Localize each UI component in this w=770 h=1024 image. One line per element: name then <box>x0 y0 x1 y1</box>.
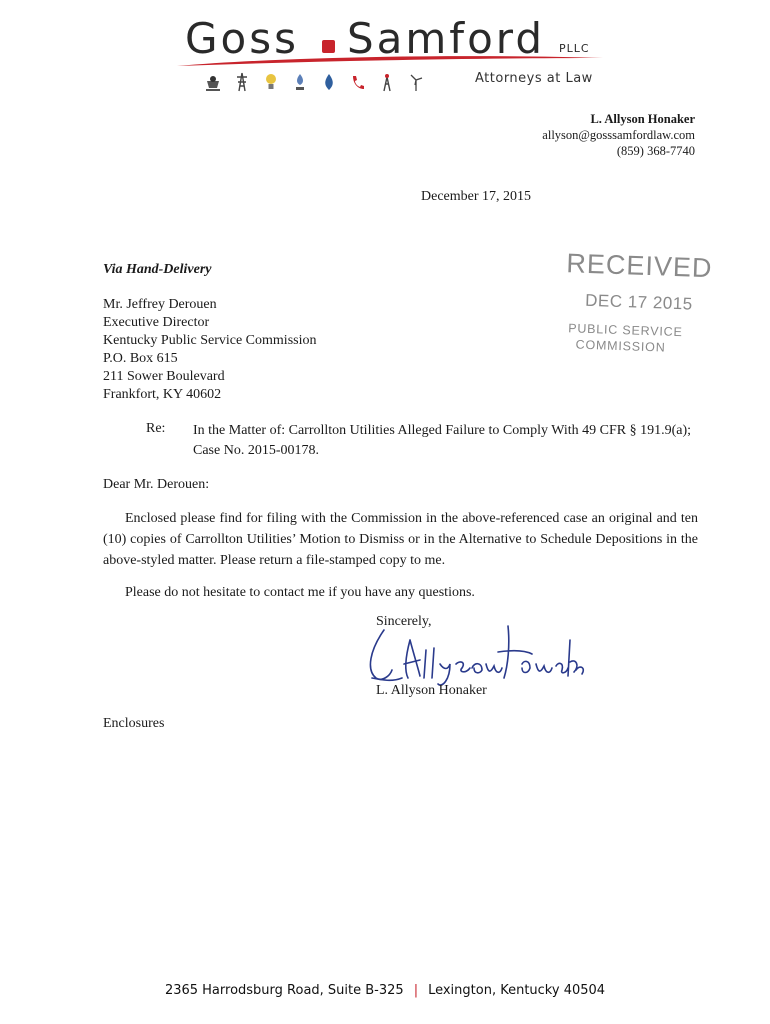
sender-name: L. Allyson Honaker <box>590 112 695 126</box>
recipient-line: 211 Sower Boulevard <box>103 369 225 384</box>
light-bulb-icon <box>263 72 279 92</box>
recipient-line: Executive Director <box>103 315 210 330</box>
sender-email: allyson@gosssamfordlaw.com <box>542 128 695 142</box>
subject-text: In the Matter of: Carrollton Utilities Alleged Failure to Comply With 49 CFR § 191.9(a); Case No. 2015-00178. <box>193 423 692 458</box>
footer-address <box>0 983 770 998</box>
received-stamp <box>559 248 713 373</box>
body-paragraph: Please do not hesitate to contact me if you have any questions. <box>125 585 475 600</box>
logo-swoosh-icon <box>175 52 605 70</box>
firm-name-goss: Goss <box>185 14 300 63</box>
signer-name: L. Allyson Honaker <box>376 683 487 698</box>
letter-date: December 17, 2015 <box>421 189 532 204</box>
enclosures-note: Enclosures <box>103 716 165 731</box>
handwritten-signature <box>362 620 587 692</box>
recipient-line: P.O. Box 615 <box>103 351 178 366</box>
radio-tower-icon <box>379 72 395 92</box>
coal-cart-icon <box>205 72 221 92</box>
sender-block <box>542 111 695 159</box>
body-paragraph: Enclosed please find for filing with the Commission in the above-referenced case an original and ten (10) copies of Carrollton Utilities’ Motion to Dismiss or in the Alternative to Schedule Depositions in the above-styled matter. Please return a file-stamped copy to me. <box>103 511 698 568</box>
industry-icon-row <box>205 70 460 92</box>
firm-tagline: Attorneys at Law <box>475 71 593 86</box>
water-drop-icon <box>321 72 337 92</box>
firm-suffix: PLLC <box>559 42 590 55</box>
subject-label: Re: <box>146 421 166 436</box>
delivery-method: Via Hand-Delivery <box>103 262 212 277</box>
stamp-date: DEC 17 2015 <box>584 290 694 314</box>
salutation: Dear Mr. Derouen: <box>103 477 210 492</box>
recipient-line: Kentucky Public Service Commission <box>103 333 317 348</box>
transmission-tower-icon <box>234 72 250 92</box>
recipient-address <box>103 296 316 404</box>
footer-street: 2365 Harrodsburg Road, Suite B-325 <box>164 983 404 998</box>
gas-flame-icon <box>292 72 308 92</box>
recipient-line: Mr. Jeffrey Derouen <box>103 297 217 312</box>
sender-phone: (859) 368-7740 <box>616 144 695 158</box>
stamp-line-1: PUBLIC SERVICE <box>567 321 683 340</box>
footer-separator: | <box>413 983 419 998</box>
telephone-icon <box>350 72 366 92</box>
firm-name-samford: Samford <box>347 14 545 63</box>
footer-city: Lexington, Kentucky 40504 <box>428 983 606 998</box>
recipient-line: Frankfort, KY 40602 <box>103 387 222 402</box>
closing: Sincerely, <box>376 614 432 629</box>
stamp-line-2: COMMISSION <box>575 337 666 355</box>
wind-turbine-icon <box>408 72 424 92</box>
stamp-title: RECEIVED <box>565 248 713 284</box>
